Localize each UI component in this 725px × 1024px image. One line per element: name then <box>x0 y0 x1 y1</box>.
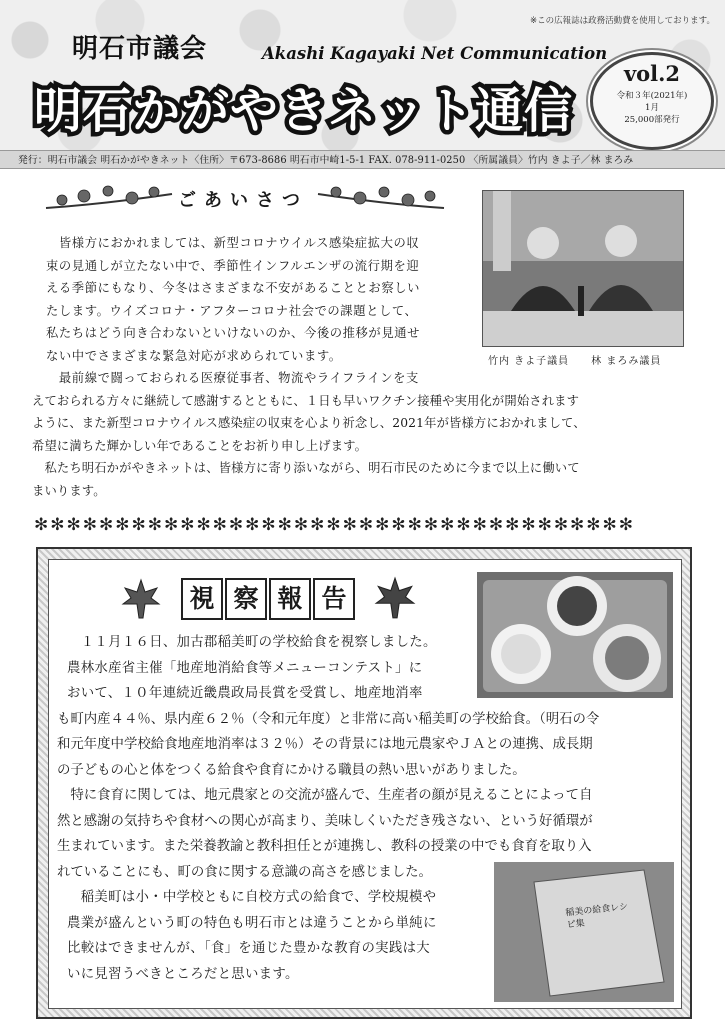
issue-badge <box>590 52 714 150</box>
text-line: 然と感謝の気持ちや食材への関心が高まり、美味しくいただき残さない、という好循環が <box>57 813 593 829</box>
volume-number: vol.2 <box>623 61 681 86</box>
text-line: 皆様方におかれましては、新型コロナウイルス感染症拡大の収 <box>46 236 420 250</box>
report-title-char: 視 <box>181 578 223 620</box>
text-line: 特に食育に関しては、地元農家との交流が盛んで、生産者の顔が見えることによって自 <box>57 788 593 803</box>
report-body-lower <box>67 885 492 987</box>
section-divider: ✻✻✻✻✻✻✻✻✻✻✻✻✻✻✻✻✻✻✻✻✻✻✻✻✻✻✻✻✻✻✻✻✻✻✻✻✻ <box>34 515 636 535</box>
text-line: 生まれています。また栄養教諭と教科担任とが連携し、教科の授業の中でも食育を取り入 <box>57 839 592 854</box>
report-title-char: 報 <box>269 578 311 620</box>
publisher-bar <box>0 150 725 169</box>
text-line: 稲美町は小・中学校ともに自校方式の給食で、学校規模や <box>67 890 437 905</box>
maple-leaf-right-icon <box>373 576 417 620</box>
council-members-photo <box>482 190 684 347</box>
text-line: 私たち明石かがやきネットは、皆様方に寄り添いながら、明石市民のために今まで以上に働いて <box>32 461 580 475</box>
recipe-book-photo <box>494 862 674 1002</box>
text-line: 最前線で闘っておられる医療従事者、物流やライフラインを支 <box>46 371 419 385</box>
plum-branch-right-icon <box>316 182 446 212</box>
text-line: えておられる方々に継続して感謝するとともに、１日も早いワクチン接種や実用化が開始されます <box>32 393 580 408</box>
text-line: ない中でさまざまな緊急対応が求められています。 <box>46 348 342 363</box>
text-line: １１月１６日、加古郡稲美町の学校給食を視察しました。 <box>67 635 437 650</box>
maple-leaf-left-icon <box>121 578 161 620</box>
text-line: 和元年度中学校給食地産地消率は３２％）その背景には地元農家やＪＡとの連携、成長期 <box>57 737 593 752</box>
text-line: 希望に満ちた輝かしい年であることをお祈り申し上げます。 <box>32 438 368 453</box>
funding-notice: ※この広報誌は政務活動費を使用しております。 <box>530 16 715 26</box>
school-lunch-photo <box>477 572 673 698</box>
inspection-report-panel <box>48 559 682 1009</box>
report-title-char: 告 <box>313 578 355 620</box>
text-line: まいります。 <box>32 483 106 498</box>
recipe-book-title: 稲美の給食レシピ集 <box>565 902 629 931</box>
publisher-info: 発行：明石市議会 明石かがやきネット〈住所〉〒673-8686 明石市中崎1-5-1 FAX. 078-911-0250 〈所属議員〉竹内 きよ子／林 まろみ <box>18 155 634 166</box>
text-line: える季節にもなり、今冬はさまざまな不安があることとお察しい <box>46 281 421 295</box>
greeting-body-lower <box>32 390 702 503</box>
report-body-middle <box>57 707 679 886</box>
masthead <box>0 0 725 150</box>
text-line: おいて、１０年連続近畿農政局長賞を受賞し、地産地消率 <box>67 686 423 701</box>
text-line: 比較はできませんが、「食」を通じた豊かな教育の実践は大 <box>67 941 430 956</box>
plum-branch-left-icon <box>44 182 174 212</box>
report-body-upper <box>67 630 487 707</box>
text-line: れていることにも、町の食に関する意識の高さを感じました。 <box>57 864 432 880</box>
inspection-report-box <box>36 547 692 1019</box>
text-line: 農業が盛んという町の特色も明石市とは違うことから単純に <box>67 915 437 931</box>
text-line: も町内産４４％、県内産６２％（令和元年度）と非常に高い稲美町の学校給食。（明石の令 <box>57 711 600 727</box>
text-line: ように、また新型コロナウイルス感染症の収束を心より祈念し、2021年が皆様方におかれまして、 <box>32 416 586 430</box>
issue-copies: 25,000部発行 <box>624 115 680 125</box>
text-line: 束の見通しが立たない中で、季節性インフルエンザの流行期を迎 <box>46 258 420 273</box>
english-title: Akashi Kagayaki Net Communication <box>262 44 608 63</box>
issue-month: 1月 <box>645 103 659 113</box>
report-title-char: 察 <box>225 578 267 620</box>
text-line: 私たちはどう向き合わないといけないのか、今後の推移が見通せ <box>46 326 421 340</box>
greeting-body-upper <box>46 232 476 390</box>
photo-caption: 竹内 きよ子議員 林 まろみ議員 <box>488 356 662 367</box>
organization-name: 明石市議会 <box>72 34 208 64</box>
greeting-title: ごあいさつ <box>178 190 308 211</box>
text-line: の子どもの心と体をつくる給食や食育にかける職員の熱い思いがありました。 <box>57 762 526 778</box>
text-line: いに見習うべきところだと思います。 <box>67 966 299 982</box>
text-line: たします。ウイズコロナ・アフターコロナ社会での課題として、 <box>46 303 418 318</box>
issue-date: 令和３年(2021年) <box>616 91 688 101</box>
text-line: 農林水産省主催「地産地消給食等メニューコンテスト」に <box>67 660 423 676</box>
newsletter-title: 明石かがやきネット通信 <box>34 83 574 139</box>
